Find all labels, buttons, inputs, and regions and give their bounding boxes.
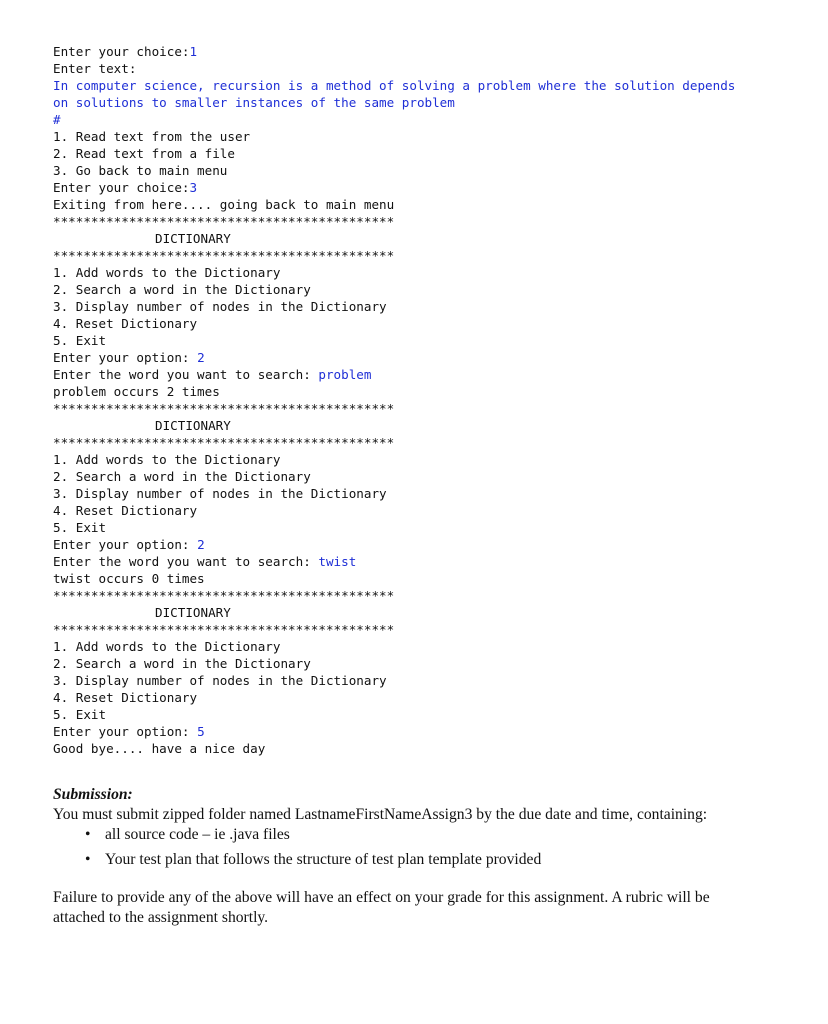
console-output-text: 4. Reset Dictionary [53, 503, 198, 518]
console-output-text: 1. Add words to the Dictionary [53, 452, 281, 467]
submission-title: Submission: [53, 786, 133, 803]
console-output-text: DICTIONARY [155, 231, 231, 246]
console-line [53, 723, 813, 740]
console-user-input: twist [318, 554, 357, 569]
submission-item-text: Your test plan that follows the structure of test plan template provided [105, 851, 542, 868]
console-user-input: on solutions to smaller instances of the same problem [53, 95, 455, 110]
console-heading [53, 604, 813, 621]
console-output-text: ********************************************* [53, 248, 395, 263]
console-user-input: In computer science, recursion is a method of solving a problem where the solution depends [53, 78, 736, 93]
console-output-text: ********************************************* [53, 622, 395, 637]
console-line [53, 553, 813, 570]
console-user-input: # [53, 112, 61, 127]
console-output-text: ********************************************* [53, 588, 395, 603]
console-line [53, 94, 813, 111]
console-output-text: ********************************************* [53, 435, 395, 450]
console-output-text: 5. Exit [53, 333, 107, 348]
console-line [53, 247, 813, 264]
console-output-text: 5. Exit [53, 520, 107, 535]
console-output-text: Good bye.... have a nice day [53, 741, 266, 756]
console-line [53, 77, 813, 94]
console-line [53, 43, 813, 60]
console-line [53, 298, 813, 315]
console-line [53, 502, 813, 519]
console-line [53, 145, 813, 162]
console-user-input: problem [318, 367, 372, 382]
console-output-text: 2. Read text from a file [53, 146, 235, 161]
bullet-icon: • [85, 851, 91, 868]
console-output-text: Exiting from here.... going back to main menu [53, 197, 395, 212]
console-output-text: 3. Display number of nodes in the Dictionary [53, 673, 387, 688]
submission-list [53, 825, 793, 870]
console-line [53, 655, 813, 672]
console-line [53, 468, 813, 485]
console-output-text: ********************************************* [53, 214, 395, 229]
console-line [53, 281, 813, 298]
console-output [53, 43, 813, 757]
submission-item [53, 825, 793, 845]
console-line [53, 536, 813, 553]
console-output-text: Enter the word you want to search: [53, 367, 319, 382]
bullet-icon: • [85, 826, 91, 843]
console-output-text: 4. Reset Dictionary [53, 690, 198, 705]
submission-footer: Failure to provide any of the above will have an effect on your grade for this assignment. A rubric will be attached to the assignment shortly. [53, 889, 710, 926]
console-line [53, 213, 813, 230]
submission-section [53, 785, 793, 928]
submission-item-text: all source code – ie .java files [105, 826, 290, 843]
console-line [53, 332, 813, 349]
console-line [53, 162, 813, 179]
console-line [53, 366, 813, 383]
console-output-text: DICTIONARY [155, 418, 231, 433]
submission-item [53, 850, 793, 870]
console-line [53, 485, 813, 502]
console-line [53, 400, 813, 417]
console-output-text: Enter the word you want to search: [53, 554, 319, 569]
console-line [53, 451, 813, 468]
console-output-text: 5. Exit [53, 707, 107, 722]
console-output-text: ********************************************* [53, 401, 395, 416]
console-output-text: Enter your option: [53, 350, 198, 365]
console-line [53, 621, 813, 638]
console-output-text: Enter your option: [53, 537, 198, 552]
console-user-input: 2 [197, 350, 205, 365]
console-output-text: Enter your choice: [53, 180, 190, 195]
console-line [53, 383, 813, 400]
console-output-text: 3. Display number of nodes in the Dictionary [53, 486, 387, 501]
console-line [53, 672, 813, 689]
console-user-input: 2 [197, 537, 205, 552]
console-output-text: Enter text: [53, 61, 137, 76]
console-output-text: problem occurs 2 times [53, 384, 220, 399]
console-output-text: 2. Search a word in the Dictionary [53, 282, 311, 297]
console-line [53, 128, 813, 145]
console-line [53, 689, 813, 706]
console-line [53, 740, 813, 757]
console-line [53, 638, 813, 655]
submission-intro: You must submit zipped folder named LastnameFirstNameAssign3 by the due date and time, containing: [53, 806, 708, 823]
console-user-input: 3 [189, 180, 198, 195]
console-user-input: 1 [189, 44, 198, 59]
console-output-text: Enter your choice: [53, 44, 190, 59]
console-line [53, 111, 813, 128]
console-line [53, 434, 813, 451]
console-line [53, 706, 813, 723]
console-line [53, 570, 813, 587]
console-output-text: 1. Read text from the user [53, 129, 251, 144]
console-heading [53, 417, 813, 434]
console-line [53, 179, 813, 196]
console-output-text: 3. Go back to main menu [53, 163, 228, 178]
console-line [53, 315, 813, 332]
console-line [53, 349, 813, 366]
console-output-text: 4. Reset Dictionary [53, 316, 198, 331]
console-output-text: Enter your option: [53, 724, 198, 739]
console-user-input: 5 [197, 724, 205, 739]
console-output-text: 2. Search a word in the Dictionary [53, 656, 311, 671]
console-output-text: 1. Add words to the Dictionary [53, 265, 281, 280]
console-line [53, 587, 813, 604]
console-output-text: 2. Search a word in the Dictionary [53, 469, 311, 484]
console-line [53, 196, 813, 213]
console-heading [53, 230, 813, 247]
console-line [53, 60, 813, 77]
console-output-text: DICTIONARY [155, 605, 231, 620]
console-line [53, 519, 813, 536]
console-output-text: 3. Display number of nodes in the Dictionary [53, 299, 387, 314]
console-line [53, 264, 813, 281]
console-output-text: 1. Add words to the Dictionary [53, 639, 281, 654]
console-output-text: twist occurs 0 times [53, 571, 205, 586]
